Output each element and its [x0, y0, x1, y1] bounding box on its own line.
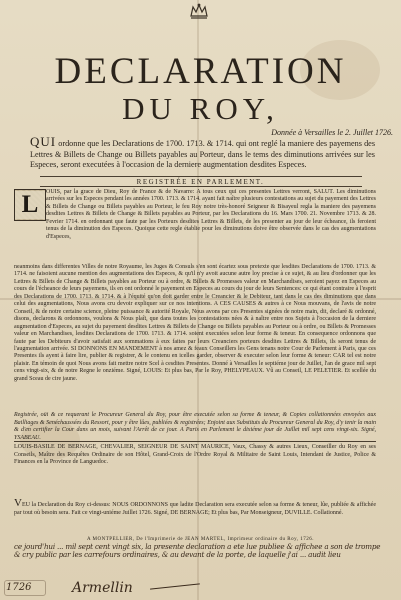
divider-rule: [40, 176, 362, 177]
declaration-body-start: OUIS, par la grace de Dieu, Roy de France & de Navarre: A tous ceux qui ces presentes Lettres verront, SALUT. Les diminutions arrivées sur les Especes pendant les années 1700. 1713. & 1714. ayant fait naître plusieurs contestations au sujet du payement des Lettres & Billets de Change ou Billets payables au Porteur, le feu Roy notre très-honoré Seigneur & Bisayeul regla la maniere des payemens desdites Lettres & Billets de Change & Billets payables au Porteur, par les Declarations du 16. Mars 1700. 21. Novembre 1713. & 28. Fevrier 1714. en ordonnant que faute par les Porteurs desdites Lettres & Billets, de les presenter au jour de leur écheance, ils feroient tenus de la diminution des Especes. Quoique cette regle établie pour les diminutions doive être observée dans le cas des augmentations d'Especes,: [46, 189, 376, 240]
intro-drop-word: QUI: [30, 134, 57, 149]
intro-text: ordonne que les Declarations de 1700. 1713. & 1714. qui ont reglé la maniere des payemens des Lettres & Billets de Change ou Billets payables au Porteur, dans le tems des diminutions arrivées sur les Especes, seront executées à l'occasion de la derniere augmentation desdites Especes.: [30, 139, 376, 169]
vu-text: EU la Declaration du Roy ci-dessus: NOUS ORDONNONS que ladite Declaration sera executée selon sa forme & teneur, lûe, publiée & affichée par tout où besoin sera. Fait ce vingt-uniéme Juillet 1726. Signé, DE BERNAGE; Et plus bas, Par Monseigneur, DUVILLE. Collationné.: [14, 502, 376, 516]
registration-paragraph: Registrée, oüi & ce requerant le Procureur General du Roy, pour être executée selon sa forme & teneur, & Copies collationnées envoyées aux Bailliages & Senéchaussées du Ressort, pour y être lûes, publiées & registrées; Enjoint aux Substituts du Procureur General du Roy, d'y tenir la main & d'en certifier la Cour dans un mois, suivant l'Arrêt de ce jour. A Paris en Parlement le dixiéme jour de Juillet mil sept cens vingt-six. Signé, YSABEAU.: [14, 412, 376, 441]
registered-heading: REGISTRÉE EN PARLEMENT.: [136, 178, 265, 186]
intro-paragraph: [30, 134, 376, 171]
initial-letter: L: [15, 191, 45, 219]
document-title: DECLARATION: [54, 51, 347, 92]
declaration-body: neanmoins dans differentes Villes de notre Royaume, les Juges & Consuls s'en sont écartez sous pretexte que lesdites Declarations de 1700. 1713. & 1714. ne faisoient aucune mention des augmentations des Especes, & qu'il n'y avoit aucune autre loy precise à ce sujet, & au lieu d'ordonner que les Lettres & Billets de Change & Billets payables au Porteur ou à ordre, & Billets & Promesses valeur en Marchandises, seroient payez en Especes au cours de l'écheance de leurs payemens, ils en ont ordonné le payement en Especes au cours du jour de leurs Sentences: ce qui étant contraire à l'esprit des Declarations de 1700. 1713. & 1714. & à l'équité qu'on doit garder entre le Creancier & le Debiteur, tant dans le cas des diminutions que dans celui des augmentations, Nous avons cru devoir expliquer sur ce nos intentions. A CES CAUSES & autres à ce Nous mouvans, de l'avis de notre Conseil, & de notre certaine science, pleine puissance & autorité Royale, Nous avons par ces Presentes signées de notre main, dit, declaré & ordonné, disons, declarons & ordonnons, voulons & Nous plaît, que dans toutes les contestations nées & à naître entre nos Sujets à l'occasion de la derniere augmentation d'Especes, au sujet du payement desdites Lettres & Billets de Change ou Billets payables au Porteur ou à ordre, ou Billets & Promesses valeur en Marchandises, lesdites Declarations de 1700. 1713. & 1714. soient executées selon leur forme & teneur. En consequence ordonnons que faute par les Debiteurs d'avoir satisfait aux sommations à eux faites par leurs Creanciers porteurs desdites Lettres & Billets, ils seront tenus de l'augmentation arrivée. SI DONNONS EN MANDEMENT à nos amez & feaux Conseillers les Gens tenans notre Cour de Parlement à Paris, que ces Presentes ils ayent à faire lire, publier & registrer, & le contenu en icelles garder, observer & executer selon leur forme & teneur: CAR tel est notre plaisir. En témoin de quoi Nous avons fait mettre notre Scel à cesdites Presentes. Donné à Versailles le septiéme jour de Juillet, l'an de grace mil sept cens vingt-six, & de notre Regne le onziéme. Signé, LOUIS: Et plus bas, Par le Roy, PHELYPEAUX. Vû au Conseil, LE PELETIER. Et scellée du grand Sceau de cire jaune.: [14, 264, 376, 382]
royal-crown-icon: [189, 2, 209, 20]
handwritten-annotation: ce jourd'hui ... mil sept cent vingt six, la presente declaration a ete lue publiee & affichee a son de trompe & cry public par les carrefours ordinaires, & au devant de la porte, de laquelle j'ai ... audit lieu: [14, 542, 381, 560]
dateline: Donnée à Versailles le 2. Juillet 1726.: [271, 128, 393, 137]
printer-imprint: A MONTPELLIER, De l'Imprimerie de JEAN MARTEL, Imprimeur ordinaire du Roy, 1726.: [86, 537, 315, 542]
handwritten-date: 1726: [6, 582, 32, 593]
vu-drop-letter: V: [14, 497, 22, 509]
divider-rule: [14, 441, 376, 442]
signature-flourish: [150, 583, 200, 590]
divider-rule: [40, 186, 362, 187]
handwritten-signature: Armellin: [72, 580, 133, 596]
document-subtitle: DU ROY,: [122, 91, 279, 126]
intendant-heading: LOUIS-BASILE DE BERNAGE, CHEVALIER, SEIGNEUR DE SAINT MAURICE, Vaux, Chassy & autres Lieux, Conseiller du Roy en ses Conseils, Maître des Requêtes Ordinaire de son Hôtel, Grand-Croix de l'Ordre Royal & Militaire de Saint Louis, Intendant de Justice, Police & Finances en la Province de Languedoc.: [14, 444, 376, 466]
ornamental-initial: [14, 189, 46, 221]
vu-paragraph: [14, 497, 376, 517]
